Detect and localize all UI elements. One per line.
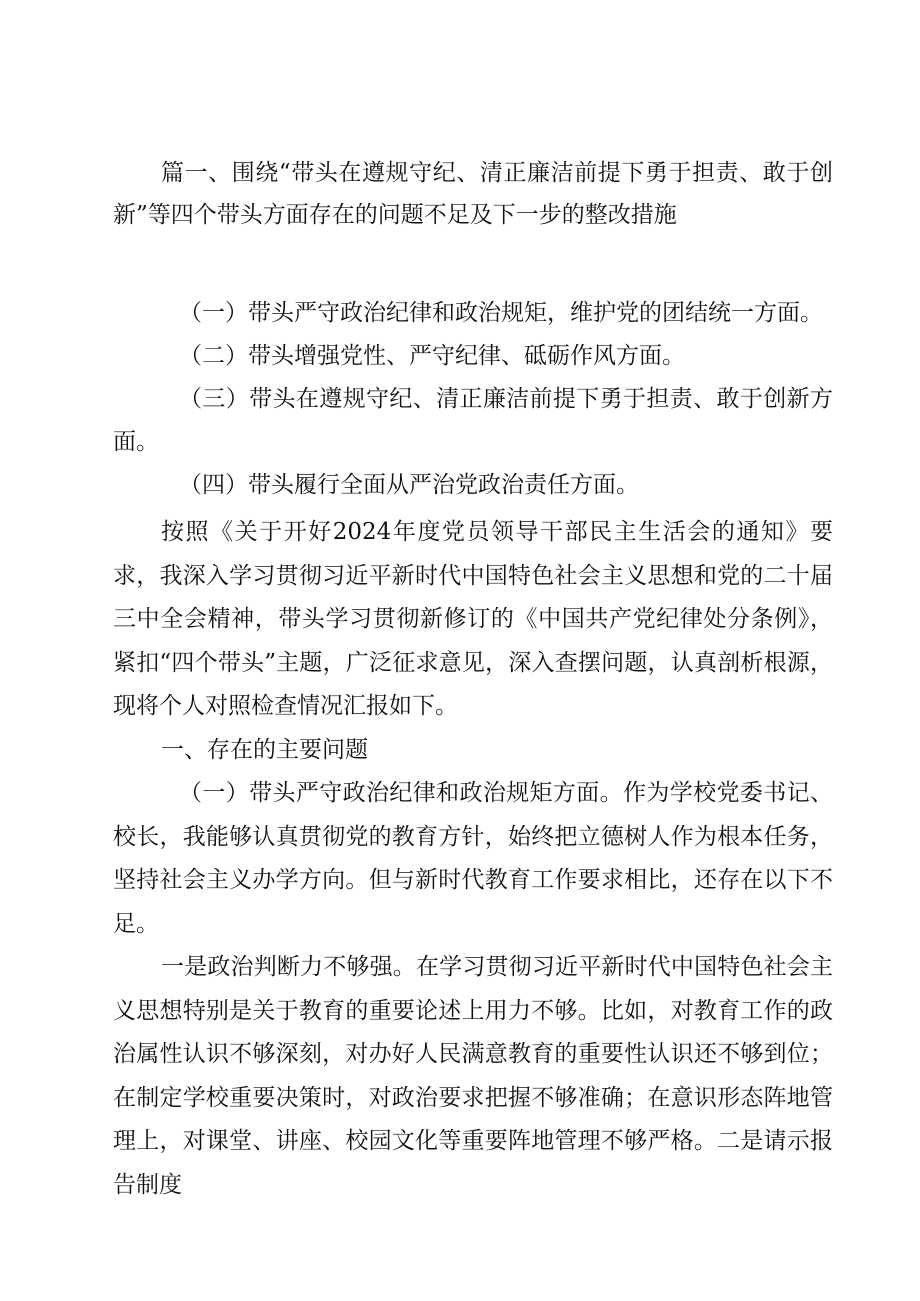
document-body: [113, 511, 833, 1207]
subsection-paragraph: （一）带头严守政治纪律和政治规矩方面。作为学校党委书记、校长，我能够认真贯彻党的教育方针，始终把立德树人作为根本任务，坚持社会主义办学方向。但与新时代教育工作要求相比，还存在以下不足。: [113, 780, 833, 937]
outline-item-3: （三）带头在遵规守纪、清正廉洁前提下勇于担责、敢于创新方面。: [113, 386, 833, 455]
document-title: 篇一、围绕“带头在遵规守纪、清正廉洁前提下勇于担责、敢于创新”等四个带头方面存在的问题不足及下一步的整改措施: [113, 160, 833, 228]
outline-item-1: （一）带头严守政治纪律和政治规矩，维护党的团结统一方面。: [179, 300, 823, 326]
section-heading: 一、存在的主要问题: [161, 736, 368, 763]
intro-paragraph: 按照《关于开好2024年度党员领导干部民主生活会的通知》要求，我深入学习贯彻习近平新时代中国特色社会主义思想和党的二十届三中全会精神，带头学习贯彻新修订的《中国共产党纪律处分条例》，紧扣“四个带头”主题，广泛征求意见，深入查摆问题，认真剖析根源，现将个人对照检查情况汇报如下。: [113, 519, 833, 719]
outline-item-4: （四）带头履行全面从严治党政治责任方面。: [179, 472, 639, 498]
outline-item-2: （二）带头增强党性、严守纪律、砥砺作风方面。: [179, 343, 685, 369]
point-paragraph: 一是政治判断力不够强。在学习贯彻习近平新时代中国特色社会主义思想特别是关于教育的重要论述上用力不够。比如，对教育工作的政治属性认识不够深刻，对办好人民满意教育的重要性认识还不够到位；在制定学校重要决策时，对政治要求把握不够准确；在意识形态阵地管理上，对课堂、讲座、校园文化等重要阵地管理不够严格。二是请示报告制度: [113, 954, 833, 1198]
